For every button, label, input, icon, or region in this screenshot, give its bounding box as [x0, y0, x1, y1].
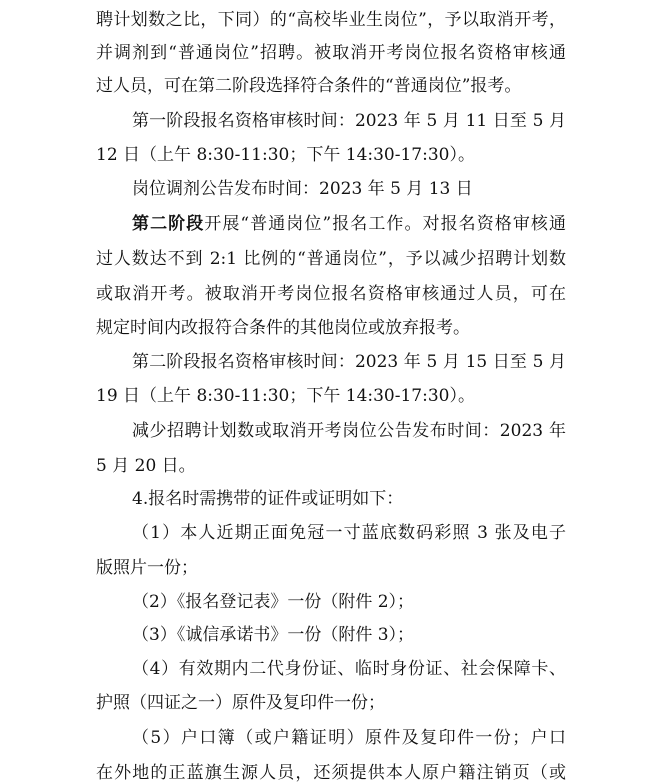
- paragraph-line: 在外地的正蓝旗生源人员，还须提供本人原户籍注销页（或: [96, 763, 566, 782]
- paragraph-line: 规定时间内改报符合条件的其他岗位或放弃报考。: [96, 318, 470, 338]
- paragraph-line: 减少招聘计划数或取消开考岗位公告发布时间：2023 年: [132, 421, 566, 441]
- paragraph-line: 5 月 20 日。: [96, 456, 196, 476]
- paragraph-line: 19 日（上午 8:30-11:30；下午 14:30-17:30）。: [96, 386, 475, 406]
- paragraph-line: 12 日（上午 8:30-11:30；下午 14:30-17:30）。: [96, 145, 475, 165]
- section-heading: 第二阶段: [132, 214, 205, 234]
- paragraph-line: （5）户口簿（或户籍证明）原件及复印件一份；户口: [132, 728, 566, 748]
- paragraph-line: 第二阶段报名资格审核时间：2023 年 5 月 15 日至 5 月: [132, 352, 566, 372]
- paragraph-line: 过人员，可在第二阶段选择符合条件的“普通岗位”报考。: [96, 76, 522, 96]
- paragraph-line: （2）《报名登记表》一份（附件 2）；: [132, 592, 415, 612]
- paragraph-line: 并调剂到“普通岗位”招聘。被取消开考岗位报名资格审核通: [96, 43, 566, 63]
- paragraph-line: 第一阶段报名资格审核时间：2023 年 5 月 11 日至 5 月: [132, 111, 566, 131]
- paragraph-text: 开展“普通岗位”报名工作。对报名资格审核通: [204, 214, 566, 234]
- paragraph-line: 岗位调剂公告发布时间：2023 年 5 月 13 日: [132, 179, 473, 199]
- paragraph-line: （1）本人近期正面免冠一寸蓝底数码彩照 3 张及电子: [132, 523, 566, 543]
- paragraph-line: （3）《诚信承诺书》一份（附件 3）；: [132, 625, 415, 645]
- paragraph-line: 过人数达不到 2:1 比例的“普通岗位”，予以减少招聘计划数: [96, 249, 566, 269]
- paragraph-line: 4.报名时需携带的证件或证明如下：: [132, 489, 404, 509]
- paragraph-line: 或取消开考。被取消开考岗位报名资格审核通过人员，可在: [96, 284, 566, 304]
- paragraph-line: [132, 206, 566, 242]
- paragraph-line: 聘计划数之比，下同）的“高校毕业生岗位”，予以取消开考，: [96, 10, 566, 30]
- paragraph-line: 版照片一份；: [96, 558, 198, 578]
- paragraph-line: 护照（四证之一）原件及复印件一份；: [96, 693, 385, 713]
- paragraph-line: （4）有效期内二代身份证、临时身份证、社会保障卡、: [132, 659, 566, 679]
